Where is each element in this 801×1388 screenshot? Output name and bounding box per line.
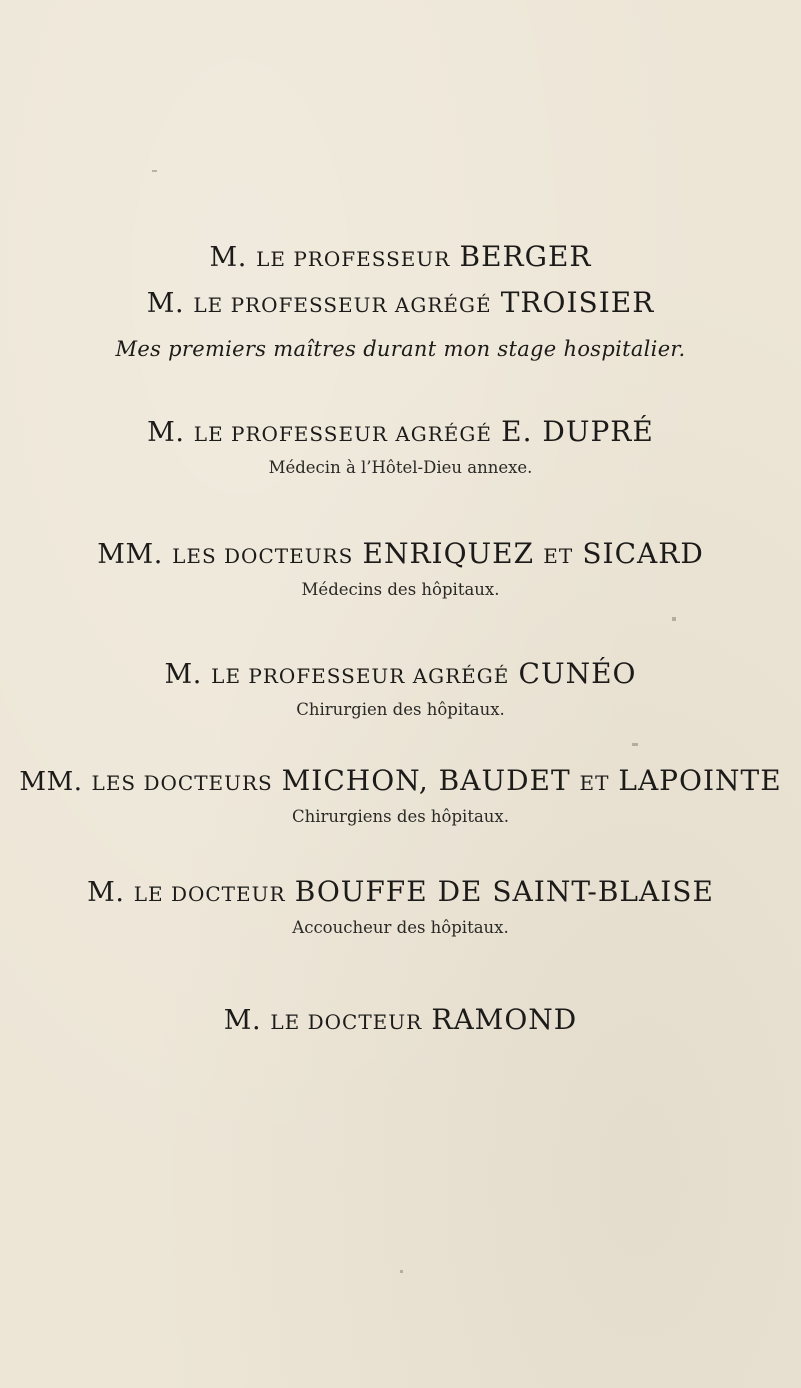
person-name: MICHON, BAUDET: [281, 764, 571, 797]
position-subtitle: Médecin à l’Hôtel-Dieu annexe.: [268, 458, 533, 477]
honorific: MM.: [19, 767, 83, 797]
person-name: SICARD: [582, 537, 704, 570]
position-subtitle: Médecins des hôpitaux.: [301, 580, 500, 599]
conjunction: ET: [579, 771, 610, 795]
honorific: M.: [146, 288, 185, 319]
role: LES DOCTEURS: [91, 771, 273, 795]
paper-speck: [632, 743, 638, 746]
person-name: ENRIQUEZ: [362, 537, 535, 570]
dedication-dupre: [0, 415, 801, 477]
conjunction: ET: [543, 544, 574, 568]
paper-speck: [152, 170, 157, 172]
dedication-heading: [0, 764, 801, 797]
honorific: M.: [209, 242, 247, 273]
position-subtitle: Chirurgiens des hôpitaux.: [292, 807, 509, 826]
dedication-troisier: [0, 286, 801, 361]
role: LE PROFESSEUR AGRÉGÉ: [193, 422, 492, 446]
dedication-heading: [0, 1003, 801, 1036]
honorific: MM.: [97, 539, 163, 570]
role: LE PROFESSEUR AGRÉGÉ: [193, 293, 492, 317]
dedication-enriquez-sicard: [0, 537, 801, 599]
dedication-ramond: [0, 1003, 801, 1036]
role: LE PROFESSEUR AGRÉGÉ: [211, 664, 510, 688]
person-name: LAPOINTE: [618, 764, 782, 797]
dedication-heading: [0, 875, 801, 908]
role: LE DOCTEUR: [270, 1010, 423, 1034]
role: LE PROFESSEUR: [256, 247, 451, 271]
dedication-heading: [0, 657, 801, 690]
paper-speck: [400, 1270, 403, 1273]
dedication-michon-baudet-lapointe: [0, 764, 801, 826]
person-name: BOUFFE DE SAINT-BLAISE: [294, 875, 714, 908]
honorific: M.: [223, 1005, 262, 1036]
person-name: TROISIER: [500, 286, 655, 319]
dedication-heading: [0, 286, 801, 319]
paper-speck: [672, 617, 676, 621]
dedication-note: Mes premiers maîtres durant mon stage hospitalier.: [115, 337, 686, 361]
role: LES DOCTEURS: [172, 544, 354, 568]
person-name: RAMOND: [431, 1003, 578, 1036]
honorific: M.: [164, 659, 202, 690]
dedication-heading: [0, 415, 801, 448]
dedication-berger: [0, 240, 801, 273]
person-name: CUNÉO: [518, 657, 637, 690]
person-name: BERGER: [459, 240, 592, 273]
position-subtitle: Accoucheur des hôpitaux.: [292, 918, 509, 937]
dedication-heading: [0, 537, 801, 570]
honorific: M.: [147, 417, 185, 448]
role: LE DOCTEUR: [133, 882, 286, 906]
position-subtitle: Chirurgien des hôpitaux.: [296, 700, 505, 719]
honorific: M.: [87, 877, 125, 908]
dedication-cuneo: [0, 657, 801, 719]
person-name: E. DUPRÉ: [501, 415, 654, 448]
dedication-heading: [0, 240, 801, 273]
dedication-bouffe-de-saint-blaise: [0, 875, 801, 937]
